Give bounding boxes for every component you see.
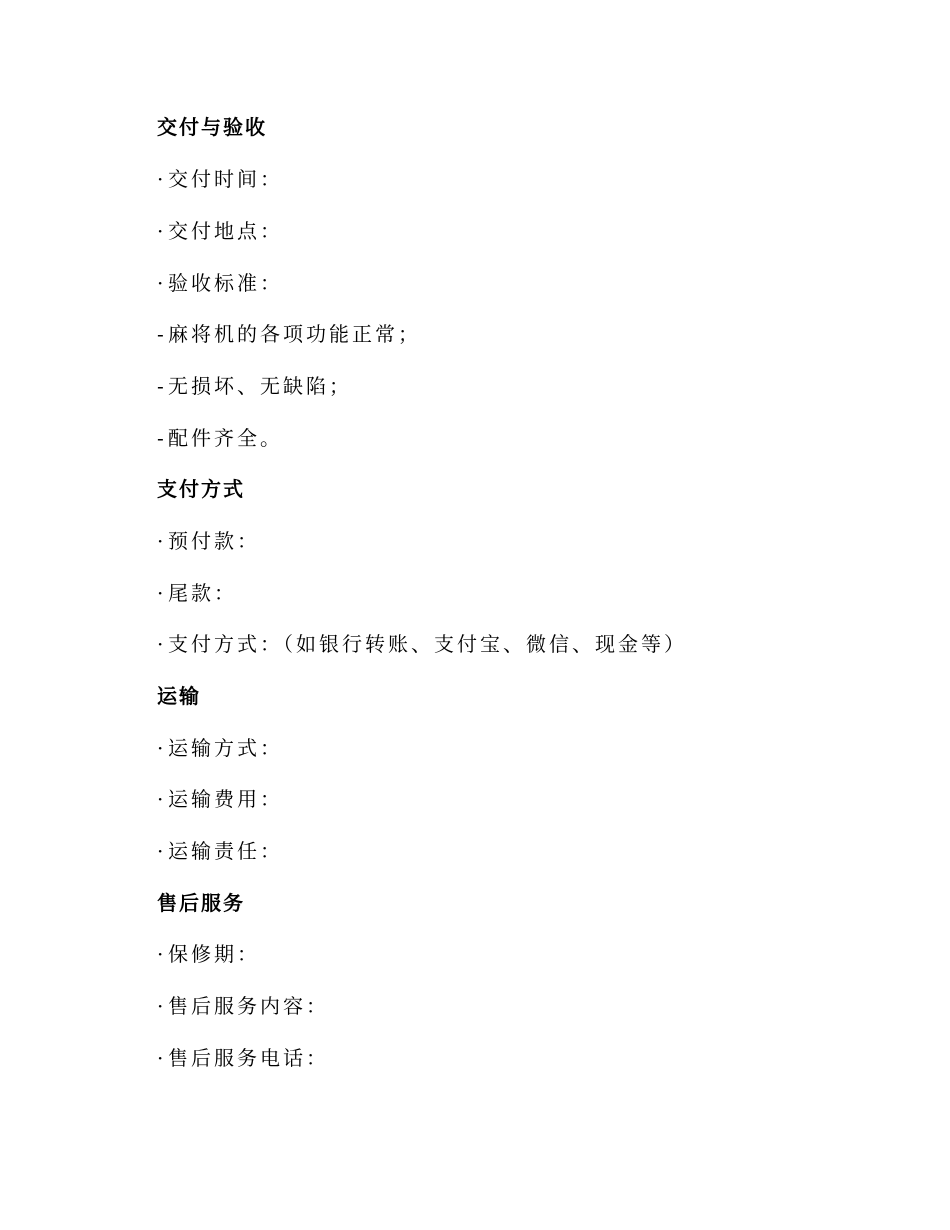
bullet-marker: · bbox=[157, 271, 167, 295]
section-heading-payment: 支付方式 bbox=[157, 477, 245, 501]
list-item bbox=[157, 270, 283, 296]
dash-marker: - bbox=[157, 322, 167, 346]
list-item-text: 麻将机的各项功能正常； bbox=[168, 322, 421, 346]
list-item bbox=[157, 838, 283, 864]
bullet-marker: · bbox=[157, 787, 167, 811]
section-heading-after-sales: 售后服务 bbox=[157, 891, 245, 915]
bullet-marker: · bbox=[157, 1046, 167, 1070]
bullet-marker: · bbox=[157, 581, 167, 605]
bullet-marker: · bbox=[157, 839, 167, 863]
bullet-marker: · bbox=[157, 529, 167, 553]
list-item bbox=[157, 631, 687, 657]
list-item bbox=[157, 373, 352, 399]
dash-marker: - bbox=[157, 374, 167, 398]
list-item-text: 支付方式：（如银行转账、支付宝、微信、现金等） bbox=[168, 632, 687, 656]
list-item bbox=[157, 786, 283, 812]
section-heading-delivery: 交付与验收 bbox=[157, 115, 267, 139]
bullet-marker: · bbox=[157, 994, 167, 1018]
list-item bbox=[157, 218, 283, 244]
bullet-marker: · bbox=[157, 167, 167, 191]
list-item-text: 预付款： bbox=[168, 529, 260, 553]
bullet-marker: · bbox=[157, 736, 167, 760]
list-item-text: 保修期： bbox=[168, 942, 260, 966]
list-item bbox=[157, 1045, 329, 1071]
dash-marker: - bbox=[157, 426, 167, 450]
bullet-marker: · bbox=[157, 632, 167, 656]
list-item-text: 售后服务电话： bbox=[168, 1046, 329, 1070]
list-item-text: 交付时间： bbox=[168, 167, 283, 191]
list-item bbox=[157, 735, 283, 761]
list-item-text: 交付地点： bbox=[168, 219, 283, 243]
list-item bbox=[157, 166, 283, 192]
list-item bbox=[157, 321, 421, 347]
list-item bbox=[157, 941, 260, 967]
list-item-text: 运输责任： bbox=[168, 839, 283, 863]
section-heading-transport: 运输 bbox=[157, 684, 201, 708]
list-item bbox=[157, 425, 283, 451]
list-item-text: 尾款： bbox=[168, 581, 237, 605]
list-item-text: 配件齐全。 bbox=[168, 426, 283, 450]
list-item bbox=[157, 528, 260, 554]
bullet-marker: · bbox=[157, 219, 167, 243]
list-item bbox=[157, 993, 329, 1019]
list-item-text: 无损坏、无缺陷； bbox=[168, 374, 352, 398]
bullet-marker: · bbox=[157, 942, 167, 966]
list-item-text: 售后服务内容： bbox=[168, 994, 329, 1018]
list-item-text: 验收标准： bbox=[168, 271, 283, 295]
list-item-text: 运输方式： bbox=[168, 736, 283, 760]
list-item-text: 运输费用： bbox=[168, 787, 283, 811]
list-item bbox=[157, 580, 237, 606]
